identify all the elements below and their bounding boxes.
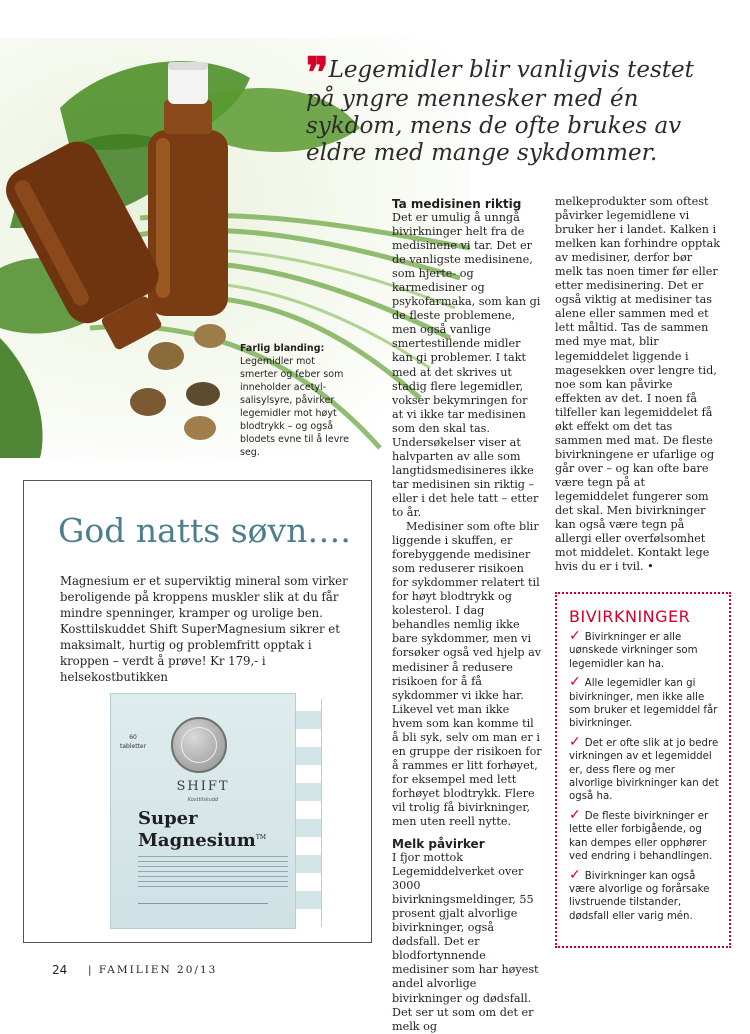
list-item-text: Bivirkninger kan også være alvorlige og forårsake livstruende tilstander, dødsfall eller varig mén. (569, 870, 710, 922)
article-paragraph: melkeprodukter som oftest påvirker legemidlene vi bruker her i landet. Kalken i melken kan forhindre opptak av medisiner, derfor bør melk tas noen timer før eller etter medisinering. Det er også viktig at medisiner tas alene eller sammen med et lett måltid. Tas de sammen med mye mat, blir legemiddelet liggende i magesekken over lengre tid, noe som kan påvirke effekten av det. I noen få tilfeller kan legemiddelet få økt effekt om det tas sammen med mat. De fleste bivirkningene er ufarlige og går over – og kan ofte bare være tegn på at legemiddelet fungerer som det skal. Men bivirkninger kan også være tegn på allergi eller overfølsomhet mot middelet. Kontakt lege hvis du er i tvil. • (555, 195, 721, 574)
sidebar-title: BIVIRKNINGER (569, 607, 691, 626)
magnesium-ad (23, 480, 372, 943)
pull-quote-text: Legemidler blir vanligvis testet på yngre mennesker med én sykdom, mens de ofte brukes av eldre med mange sykdommer. (306, 57, 694, 166)
page-number: 24 (52, 963, 68, 977)
caption-text: Legemidler mot smerter og feber som inneholder acetyl-salisylsyre, påvirker legemidler mot høyt blodtrykk – og også blodets evne til å levre seg. (240, 356, 349, 458)
checkmark-icon: ✓ (569, 866, 581, 883)
ad-body: Magnesium er et superviktig mineral som virker beroligende på kroppens muskler slik at du får mindre spenninger, kramper og urolige ben. Kosttilskuddet Shift SuperMagnesium sikrer et maksimalt, hurtig og problemfritt opptak i kroppen – verdt å prøve! Kr 179,- i helsekostbutikken (60, 574, 348, 684)
article-column-1 (392, 195, 542, 1034)
list-item-text: Det er ofte slik at jo bedre virkningen av et legemiddel er, dess flere og mer alvorlige bivirkninger kan det også ha. (569, 737, 719, 803)
product-package-image (110, 693, 322, 929)
bivirkninger-sidebar (555, 592, 731, 948)
package-side (296, 699, 322, 927)
package-subtitle: Kosttilskudd (187, 797, 219, 803)
list-item (569, 806, 721, 864)
product-name-line2: Magnesium (138, 830, 256, 851)
package-count (120, 733, 146, 751)
checkmark-icon: ✓ (569, 674, 581, 691)
heading-ta-medisinen-riktig: Ta medisinen riktig (392, 197, 522, 211)
checkmark-icon: ✓ (569, 628, 581, 644)
trademark: TM (255, 834, 266, 841)
brand-seal-icon (171, 717, 227, 773)
checkmark-icon: ✓ (569, 733, 581, 750)
article-paragraph: Medisiner som ofte blir liggende i skuffen, er forebyggende medisiner som reduserer risikoen for sykdommer relatert til for høyt blodtrykk og kolesterol. I dag behandles nemlig ikke bare sykdommer, men vi forsøker også ved hjelp av medisiner å redusere risikoen for å få sykdommer vi ikke har. Likevel vet man ikke hvem som kan komme til å bli syk, selv om man er i en gruppe der risikoen for å rammes er litt forhøyet, for eksempel med lett forhøyet blodtrykk. Flere vil trolig få bivirkninger, men uten reell nytte. (392, 520, 542, 829)
list-item (569, 630, 721, 671)
ad-title: God natts søvn…. (58, 511, 351, 550)
magazine-folio: | FAMILIEN 20/13 (88, 964, 218, 976)
list-item-text: Alle legemidler kan gi bivirkninger, men ikke alle som bruker et legemiddel får bivirkninger. (569, 678, 718, 730)
sidebar-list (569, 630, 721, 923)
photo-caption (240, 342, 352, 459)
product-name-line1: Super (138, 808, 198, 829)
article-column-2 (555, 195, 722, 574)
package-product-name (138, 809, 288, 859)
article-paragraph: Det er umulig å unngå bivirkninger helt fra de medisinene vi tar. Det er de vanligste medisinene, som hjerte- og karmedisiner og psykofarmaka, som kan gi de fleste problemene, men også vanlige smertestillende midler kan gi problemer. I takt med at det skrives ut stadig flere legemidler, vokser bekymringen for at vi ikke tar medisinen som den skal tas. Undersøkelser viser at halvparten av alle som langtidsmedisineres ikke tar medisinen sin riktig – eller i det hele tatt – etter to år. (392, 211, 541, 519)
package-footer-line (138, 903, 268, 904)
caption-lead: Farlig blanding: (240, 343, 325, 354)
pull-quote (306, 48, 726, 167)
package-count-unit: tabletter (120, 743, 147, 750)
list-item-text: De fleste bivirkninger er lette eller forbigående, og kan dempes eller opphører ved endring i behandlingen. (569, 810, 713, 863)
article-paragraph: I fjor mottok Legemiddelverket over 3000 bivirkningsmeldinger, 55 prosent gjalt alvorlige bivirkninger, også dødsfall. Det er blodfortynnende medisiner som har høyest andel alvorlige bivirkninger og dødsfall. Det ser ut som om det er melk og (392, 851, 539, 1033)
list-item (569, 866, 721, 924)
list-item (569, 676, 721, 731)
checkmark-icon: ✓ (569, 806, 581, 823)
package-count-number: 60 (129, 734, 137, 741)
quote-mark-icon: ❞ (306, 48, 325, 97)
heading-melk-pavirker: Melk påvirker (392, 837, 485, 852)
list-item-text: Bivirkninger er alle uønskede virkninger som legemidler kan ha. (569, 632, 698, 670)
package-fine-print (138, 855, 288, 887)
list-item (569, 733, 721, 804)
package-brand: SHIFT (176, 779, 230, 794)
